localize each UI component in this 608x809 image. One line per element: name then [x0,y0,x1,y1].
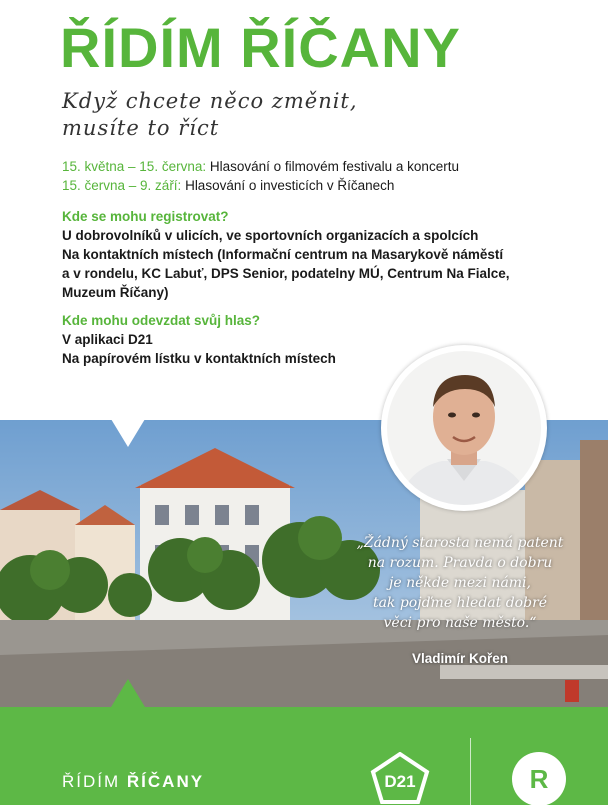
schedule-text: Hlasování o filmovém festivalu a koncertu [206,159,459,174]
portrait-photo [381,345,547,511]
schedule-text: Hlasování o investicích v Říčanech [181,178,395,193]
registration-line: Na kontaktních místech (Informační centrum na Masarykově náměstí [62,247,504,262]
voting-question: Kde mohu odevzdat svůj hlas? [62,313,261,328]
voting-line: Na papírovém lístku v kontaktních místech [62,351,336,366]
page-title: ŘÍDÍM ŘÍČANY [60,16,461,79]
quote-line: „Žádný starosta nemá patent [356,535,564,551]
subtitle-line: musíte to říct [62,116,220,140]
quote [340,533,580,633]
voting-line: V aplikaci D21 [62,332,153,347]
schedule-item [62,176,459,195]
quote-line: je někde mezi námi, [389,575,531,591]
r-logo-icon: R [512,752,566,806]
schedule-date: 15. května – 15. června: [62,159,207,174]
brand-bold: ŘÍČANY [126,772,205,791]
registration-section [62,207,510,302]
subtitle [62,88,358,142]
subtitle-line: Když chcete něco změnit, [62,89,358,113]
schedule-item [62,157,459,176]
footer-divider [470,738,471,805]
notch [111,419,145,447]
footer-notch [111,679,145,707]
registration-line: U dobrovolníků v ulicích, ve sportovních organizacích a spolcích [62,228,479,243]
quote-line: věci pro naše město.“ [383,615,537,631]
footer-brand [62,772,204,792]
d21-label: D21 [384,772,416,791]
registration-line: a v rondelu, KC Labuť, DPS Senior, podatelny MÚ, Centrum Na Fialce, [62,266,510,281]
brand-light: ŘÍDÍM [62,772,127,791]
schedule-date: 15. června – 9. září: [62,178,182,193]
schedule [62,157,459,195]
registration-question: Kde se mohu registrovat? [62,209,229,224]
registration-line: Muzeum Říčany) [62,285,169,300]
quote-line: tak pojďme hledat dobré [372,595,548,611]
voting-section [62,311,336,368]
quote-author: Vladimír Kořen [411,651,509,666]
d21-logo-icon [370,752,430,809]
quote-line: na rozum. Pravda o dobru [367,555,553,571]
